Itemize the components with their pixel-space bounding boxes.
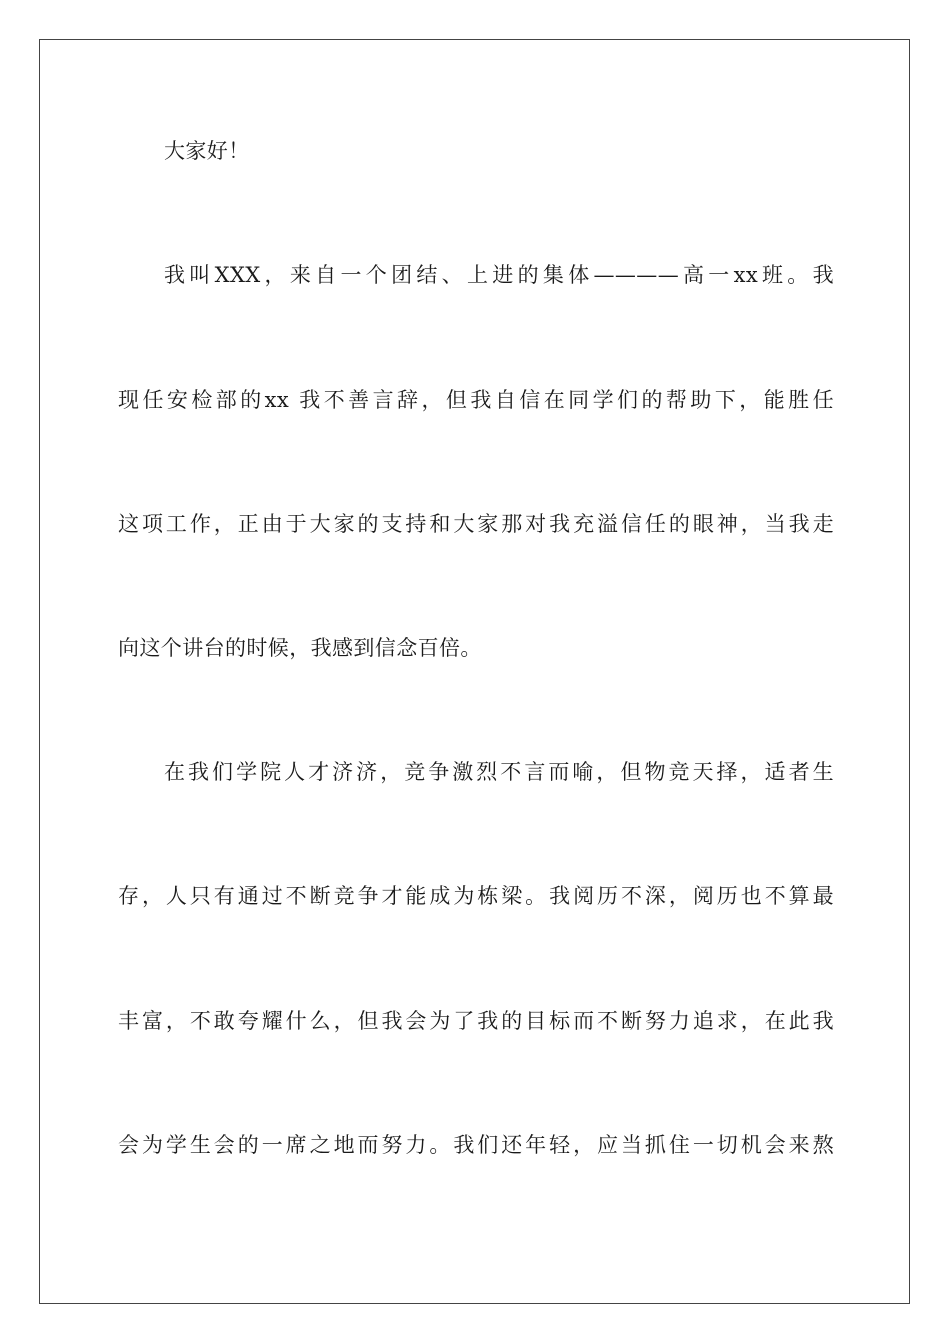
paragraph-2-line-4: 会为学生会的一席之地而努力。我们还年轻，应当抓住一切机会来熬	[118, 1133, 834, 1157]
page-border	[39, 39, 910, 1304]
paragraph-1-line-2: 现任安检部的xx 我不善言辞，但我自信在同学们的帮助下，能胜任	[118, 388, 834, 412]
paragraph-2-line-1: 在我们学院人才济济，竞争激烈不言而喻，但物竞天择，适者生	[164, 760, 834, 784]
paragraph-2-line-3: 丰富，不敢夸耀什么，但我会为了我的目标而不断努力追求，在此我	[118, 1009, 834, 1033]
paragraph-1-line-4: 向这个讲台的时候，我感到信念百倍。	[118, 636, 482, 660]
paragraph-1-line-3: 这项工作，正由于大家的支持和大家那对我充溢信任的眼神，当我走	[118, 512, 834, 536]
greeting-line: 大家好！	[164, 139, 250, 163]
paragraph-2-line-2: 存，人只有通过不断竞争才能成为栋梁。我阅历不深，阅历也不算最	[118, 884, 834, 908]
paragraph-1-line-1: 我叫XXX，来自一个团结、上进的集体————高一xx班。我	[164, 263, 834, 287]
